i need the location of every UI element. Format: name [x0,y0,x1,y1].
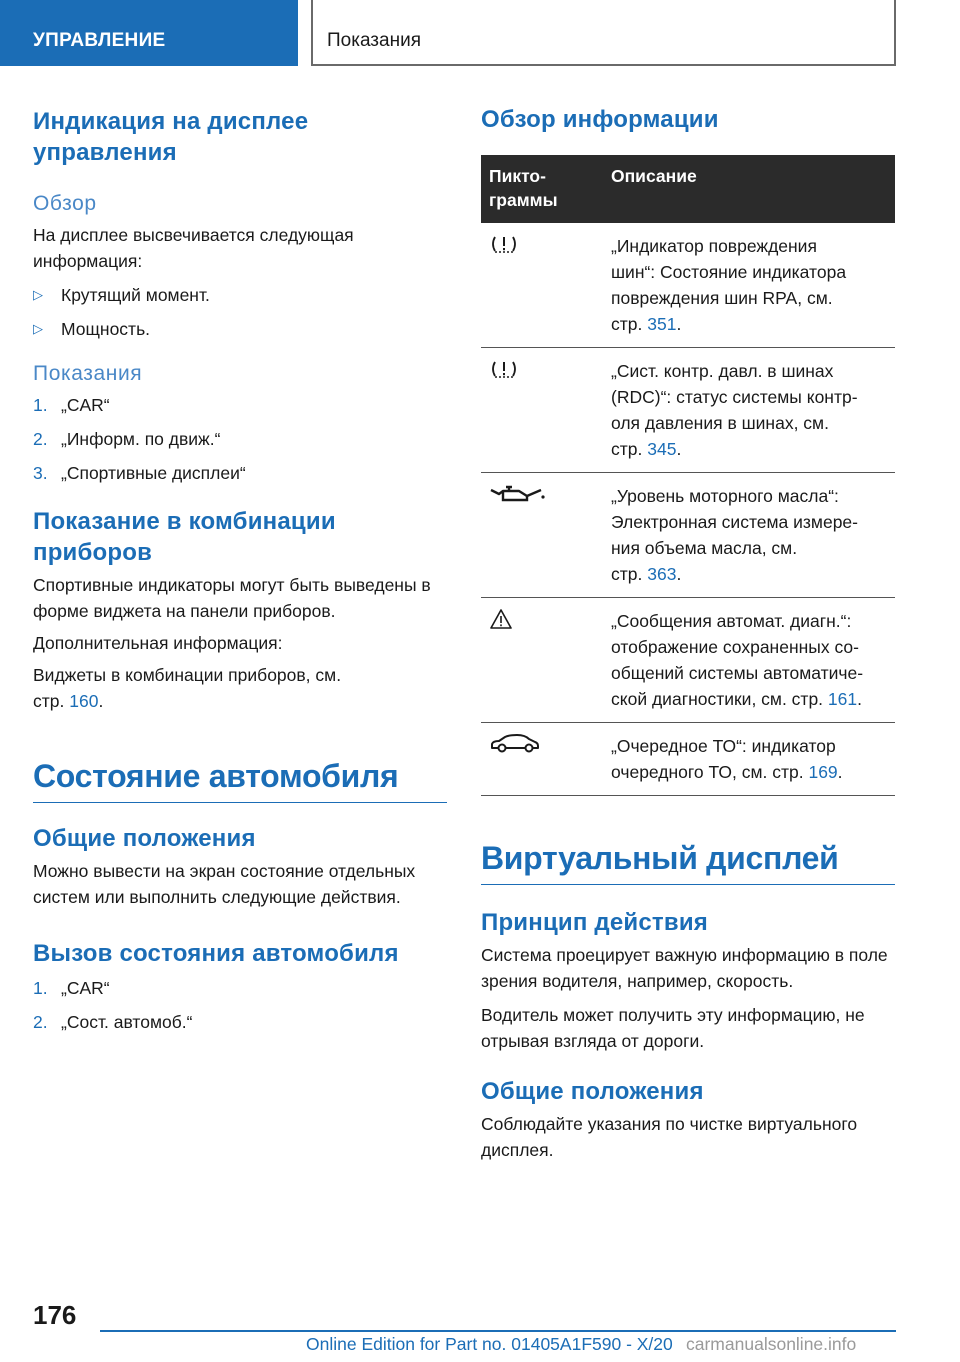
heading-call-status: Вызов состояния автомобиля [33,940,399,967]
list-item: 3. „Спортивные дисплеи“ [33,463,246,483]
overview-text: На дисплее высвечивается следующая информация: [33,225,354,271]
list-item: 1. „CAR“ [33,395,110,415]
section-tab: УПРАВЛЕНИЕ [0,0,298,66]
tire-pressure-icon [489,233,519,255]
warning-triangle-icon [489,608,513,630]
list-item: 2. „Сост. автомоб.“ [33,1012,193,1032]
triangle-bullet-icon: ▷ [33,287,43,302]
general-text: Можно вывести на экран состояние отдельных систем или выполнить следующие действия. [33,861,416,907]
left-column [33,100,447,1035]
column-header-description: Описание [611,155,895,223]
table-row: „Сист. контр. давл. в шинах (RDC)“: статус системы контр- оля давления в шинах, см. стр. 345. [481,348,895,473]
right-column [481,100,895,1163]
cluster-text-3: Виджеты в комбинации приборов, см. стр. 160. [33,665,342,711]
oil-can-icon [489,483,547,505]
page-number: 176 [33,1300,77,1330]
heading-general-2: Общие положения [481,1078,704,1105]
table-header-row [481,155,895,223]
heading-virtual-display: Виртуальный дисплей [481,838,895,885]
list-item: 2. „Информ. по движ.“ [33,429,221,449]
page-link[interactable]: 351 [647,314,677,334]
heading-general: Общие положения [33,825,256,852]
table-row: „Уровень моторного масла“: Электронная система измере- ния объема масла, см. стр. 363. [481,473,895,598]
list-item: 1. „CAR“ [33,978,110,998]
heading-overview: Обзор [33,192,97,215]
general2-text: Соблюдайте указания по чистке виртуального дисплея. [481,1114,858,1160]
cluster-text-1: Спортивные индикаторы могут быть выведены в форме виджета на панели приборов. [33,575,431,621]
list-item: ▷ Крутящий момент. [33,282,447,308]
page-link[interactable]: 363 [647,564,677,584]
heading-principle: Принцип действия [481,909,708,936]
triangle-bullet-icon: ▷ [33,321,43,336]
car-service-icon [489,733,541,755]
edition-text: Online Edition for Part no. 01405A1F590 - X/20 [306,1334,673,1354]
column-header-icons: Пикто- граммы [481,155,611,223]
chapter-title: Показания [311,0,896,66]
principle-text-2: Водитель может получить эту информацию, не отрывая взгляда от дороги. [481,1005,865,1051]
heading-display-indication: Индикация на дисплее управления [33,108,309,166]
page-link[interactable]: 169 [808,762,838,782]
page-link[interactable]: 161 [827,689,858,709]
heading-readings: Показания [33,362,143,385]
page-link[interactable]: 345 [647,439,677,459]
heading-cluster: Показание в комбинации приборов [33,508,336,566]
info-table [481,155,895,796]
principle-text-1: Система проецирует важную информацию в поле зрения водителя, например, скорость. [481,945,888,991]
heading-vehicle-status: Состояние автомобиля [33,756,447,803]
page-link[interactable]: 160 [69,691,99,711]
watermark: carmanualsonline.info [686,1334,857,1354]
list-item: ▷ Мощность. [33,316,447,342]
tire-pressure-icon [489,358,519,380]
table-row: „Очередное ТО“: индикатор очередного ТО, см. стр. 169. [481,723,895,796]
heading-info-overview: Обзор информации [481,106,719,133]
cluster-text-2: Дополнительная информация: [33,633,283,653]
footer-rule [100,1330,896,1332]
table-row: „Индикатор повреждения шин“: Состояние индикатора повреждения шин RPA, см. стр. 351. [481,223,895,348]
table-row: „Сообщения автомат. диагн.“: отображение сохраненных со- общений системы автоматиче- ской диагностики, см. стр. 161. [481,598,895,723]
